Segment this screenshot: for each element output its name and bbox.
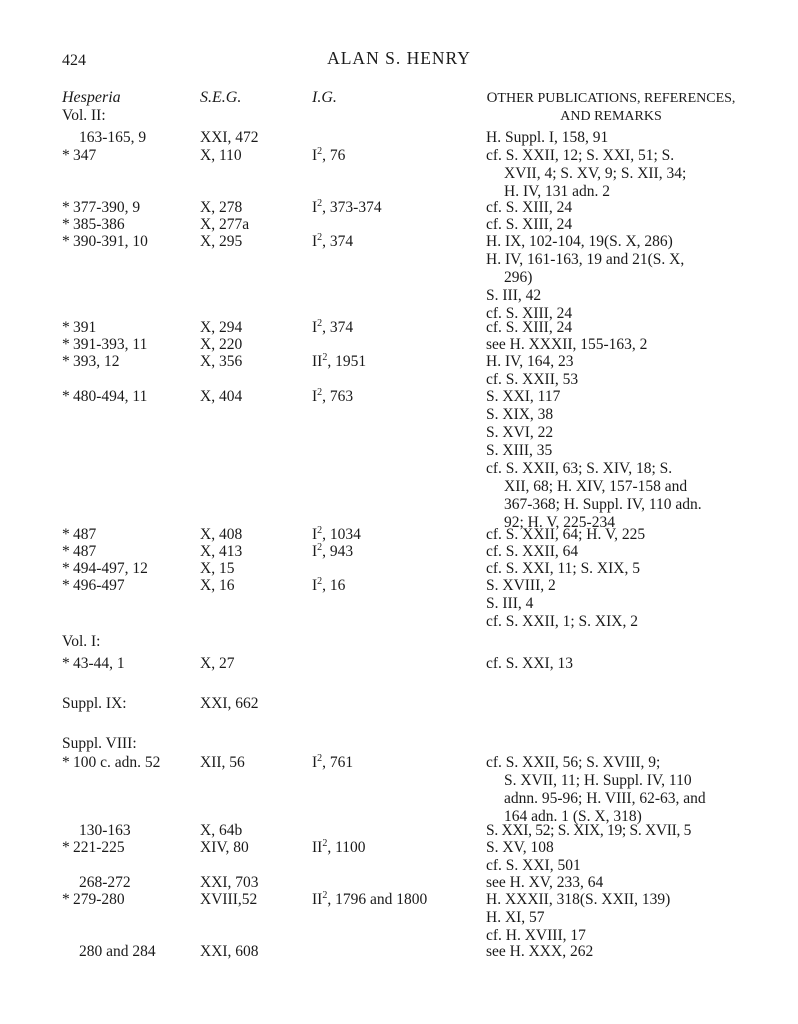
group-label-suppl-9: Suppl. IX: (62, 695, 127, 712)
hesperia-ref: 494-497, 12 (73, 560, 148, 577)
star-marker: * (62, 655, 70, 672)
seg-cell: X, 413 (200, 543, 243, 560)
ref-line: S. XIII, 35 (486, 442, 553, 459)
star-marker: * (62, 319, 70, 336)
ig-edition: 2 (322, 352, 328, 363)
ref-line: 92; H. V, 225-234 (504, 514, 615, 531)
star-marker: * (62, 543, 70, 560)
ref-line: cf. S. XXI, 13 (486, 655, 573, 672)
ref-line: XII, 68; H. XIV, 157-158 and (504, 478, 688, 495)
ref-line: cf. S. XXII, 64 (486, 543, 579, 560)
ig-series: I (312, 388, 318, 405)
ig-series: I (312, 233, 318, 250)
group-label-vol-2: Vol. II: (62, 107, 106, 124)
ig-edition: 2 (317, 753, 323, 764)
refs-cell (486, 336, 736, 354)
ref-line: see H. XV, 233, 64 (486, 874, 604, 891)
ref-line: cf. S. XXII, 1; S. XIX, 2 (486, 613, 638, 630)
seg-cell: X, 278 (200, 199, 243, 216)
ig-edition: 2 (317, 198, 323, 209)
star-marker: * (62, 891, 70, 908)
ref-line: S. XVI, 22 (486, 424, 554, 441)
refs-cell (486, 353, 736, 389)
hesperia-cell (62, 560, 148, 578)
ig-series: II (312, 891, 323, 908)
ref-line: cf. S. XXII, 64; H. V, 225 (486, 526, 646, 543)
ref-line: see H. XXX, 262 (486, 943, 594, 960)
star-marker: * (62, 577, 70, 594)
column-head-other-line2: AND REMARKS (560, 109, 662, 124)
ig-series: I (312, 319, 318, 336)
hesperia-cell (62, 655, 125, 673)
ig-cell (312, 754, 353, 772)
hesperia-cell (62, 754, 160, 772)
refs-cell (486, 129, 736, 147)
ig-series: I (312, 543, 318, 560)
ig-cell (312, 233, 353, 251)
page-number: 424 (62, 52, 86, 69)
ig-number: , 763 (322, 388, 354, 405)
seg-cell: X, 294 (200, 319, 243, 336)
ig-cell (312, 147, 345, 165)
hesperia-ref: 377-390, 9 (73, 199, 141, 216)
ref-line: S. III, 42 (486, 287, 542, 304)
running-title: ALAN S. HENRY (327, 48, 471, 68)
ref-line: cf. H. XVIII, 17 (486, 927, 586, 944)
ref-line: S. XIX, 38 (486, 406, 554, 423)
star-marker: * (62, 336, 70, 353)
ig-series: I (312, 147, 318, 164)
hesperia-ref: 480-494, 11 (73, 388, 148, 405)
hesperia-cell (62, 199, 140, 217)
refs-cell (486, 199, 736, 217)
column-head-other-line1: THER PUBLICATIONS, REFERENCES, (497, 91, 736, 106)
seg-cell: XXI, 472 (200, 129, 259, 146)
ig-edition: 2 (317, 387, 323, 398)
hesperia-cell (62, 336, 147, 354)
seg-cell: XIV, 80 (200, 839, 249, 856)
hesperia-cell (62, 543, 96, 561)
hesperia-cell (62, 216, 125, 234)
hesperia-ref: 279-280 (73, 891, 125, 908)
ref-line: H. Suppl. I, 158, 91 (486, 129, 609, 146)
seg-cell: XXI, 703 (200, 874, 259, 891)
ig-number: , 1951 (327, 353, 367, 370)
ref-line: cf. S. XXI, 501 (486, 857, 581, 874)
ref-line: H. IV, 164, 23 (486, 353, 574, 370)
refs-cell (486, 147, 736, 201)
seg-cell: XII, 56 (200, 754, 245, 771)
refs-cell (486, 577, 736, 631)
ig-number: , 943 (322, 543, 354, 560)
hesperia-ref: 100 c. adn. 52 (73, 754, 161, 771)
ig-edition: 2 (317, 232, 323, 243)
ig-cell (312, 839, 366, 857)
ref-line: S. XXI, 117 (486, 388, 561, 405)
refs-cell (486, 754, 736, 826)
seg-cell: X, 295 (200, 233, 243, 250)
ig-series: I (312, 526, 318, 543)
hesperia-ref: 393, 12 (73, 353, 120, 370)
star-marker: * (62, 233, 70, 250)
refs-cell (486, 233, 736, 323)
ig-series: I (312, 199, 318, 216)
hesperia-ref: 391 (73, 319, 97, 336)
hesperia-ref: 487 (73, 543, 97, 560)
hesperia-ref: 496-497 (73, 577, 125, 594)
group-label-vol-1: Vol. I: (62, 633, 101, 650)
ig-edition: 2 (317, 576, 323, 587)
ig-number: , 76 (322, 147, 346, 164)
ref-line: H. XI, 57 (486, 909, 545, 926)
ig-number: , 373-374 (322, 199, 382, 216)
refs-cell (486, 943, 736, 961)
ref-line: see H. XXXII, 155-163, 2 (486, 336, 648, 353)
ig-cell (312, 891, 427, 909)
ref-line: 164 adn. 1 (S. X, 318) (504, 808, 642, 825)
ig-cell (312, 543, 353, 561)
column-head-other-initial: O (486, 90, 498, 106)
hesperia-cell (62, 526, 96, 544)
hesperia-cell (62, 891, 125, 909)
seg-cell: X, 220 (200, 336, 243, 353)
star-marker: * (62, 526, 70, 543)
ig-series: II (312, 353, 323, 370)
ref-line: H. IX, 102-104, 19(S. X, 286) (486, 233, 673, 250)
ig-number: , 1034 (322, 526, 361, 543)
refs-cell (486, 822, 736, 840)
ig-number: , 1796 and 1800 (327, 891, 428, 908)
hesperia-cell (62, 839, 125, 857)
seg-cell: X, 110 (200, 147, 242, 164)
ig-number: , 1100 (327, 839, 366, 856)
hesperia-cell: 130-163 (79, 822, 131, 839)
seg-cell: XXI, 662 (200, 695, 259, 712)
star-marker: * (62, 388, 70, 405)
ref-line: S. III, 4 (486, 595, 534, 612)
ref-line: S. XXI, 52; S. XIX, 19; S. XVII, 5 (486, 822, 692, 839)
hesperia-ref: 391-393, 11 (73, 336, 148, 353)
ig-series: I (312, 754, 318, 771)
star-marker: * (62, 754, 70, 771)
group-label-suppl-8: Suppl. VIII: (62, 735, 137, 752)
refs-cell (486, 874, 736, 892)
ref-line: XVII, 4; S. XV, 9; S. XII, 34; (504, 165, 687, 182)
seg-cell: X, 16 (200, 577, 235, 594)
refs-cell (486, 839, 736, 875)
hesperia-ref: 347 (73, 147, 97, 164)
seg-cell: X, 404 (200, 388, 243, 405)
hesperia-cell: 163-165, 9 (79, 129, 147, 146)
seg-cell: XVIII,52 (200, 891, 258, 908)
hesperia-ref: 221-225 (73, 839, 125, 856)
star-marker: * (62, 199, 70, 216)
ref-line: S. XVIII, 2 (486, 577, 556, 594)
ref-line: adnn. 95-96; H. VIII, 62-63, and (504, 790, 706, 807)
hesperia-ref: 385-386 (73, 216, 125, 233)
ig-number: , 374 (322, 319, 354, 336)
star-marker: * (62, 353, 70, 370)
hesperia-cell (62, 388, 147, 406)
column-head-hesperia: Hesperia (62, 89, 121, 106)
ig-edition: 2 (322, 838, 328, 849)
hesperia-cell: 280 and 284 (79, 943, 156, 960)
refs-cell (486, 319, 736, 337)
ig-edition: 2 (317, 146, 323, 157)
ref-line: H. XXXII, 318(S. XXII, 139) (486, 891, 671, 908)
refs-cell (486, 891, 736, 945)
star-marker: * (62, 839, 70, 856)
hesperia-cell (62, 147, 96, 165)
ref-line: H. IV, 161-163, 19 and 21(S. X, (486, 251, 685, 268)
ref-line: cf. S. XIII, 24 (486, 319, 573, 336)
ig-edition: 2 (317, 318, 323, 329)
ref-line: cf. S. XIII, 24 (486, 216, 573, 233)
ref-line: 296) (504, 269, 533, 286)
ig-edition: 2 (317, 525, 323, 536)
column-head-other (486, 89, 736, 126)
refs-cell (486, 655, 736, 673)
ig-cell (312, 353, 366, 371)
seg-cell: X, 408 (200, 526, 243, 543)
seg-cell: X, 64b (200, 822, 243, 839)
ref-line: cf. S. XIII, 24 (486, 199, 573, 216)
ig-edition: 2 (322, 890, 328, 901)
ref-line: cf. S. XXII, 56; S. XVIII, 9; (486, 754, 661, 771)
star-marker: * (62, 560, 70, 577)
ref-line: cf. S. XXI, 11; S. XIX, 5 (486, 560, 640, 577)
ref-line: S. XV, 108 (486, 839, 554, 856)
seg-cell: X, 27 (200, 655, 235, 672)
column-head-ig: I.G. (312, 89, 337, 106)
ref-line: cf. S. XXII, 63; S. XIV, 18; S. (486, 460, 673, 477)
ref-line: 367-368; H. Suppl. IV, 110 adn. (504, 496, 702, 513)
ig-cell (312, 577, 345, 595)
ig-cell (312, 199, 382, 217)
refs-cell (486, 388, 736, 532)
ig-edition: 2 (317, 542, 323, 553)
ig-series: II (312, 839, 323, 856)
ig-number: , 16 (322, 577, 346, 594)
ig-number: , 761 (322, 754, 354, 771)
hesperia-cell (62, 233, 148, 251)
hesperia-ref: 390-391, 10 (73, 233, 148, 250)
star-marker: * (62, 147, 70, 164)
hesperia-cell (62, 577, 125, 595)
seg-cell: X, 356 (200, 353, 243, 370)
seg-cell: X, 15 (200, 560, 235, 577)
refs-cell (486, 560, 736, 578)
ig-cell (312, 319, 353, 337)
refs-cell (486, 543, 736, 561)
refs-cell (486, 216, 736, 234)
hesperia-cell (62, 353, 120, 371)
hesperia-cell: 268-272 (79, 874, 131, 891)
ref-line: cf. S. XXII, 12; S. XXI, 51; S. (486, 147, 675, 164)
column-head-seg: S.E.G. (200, 89, 242, 106)
ig-number: , 374 (322, 233, 354, 250)
seg-cell: XXI, 608 (200, 943, 259, 960)
seg-cell: X, 277a (200, 216, 250, 233)
refs-cell (486, 526, 736, 544)
ig-series: I (312, 577, 318, 594)
hesperia-ref: 487 (73, 526, 97, 543)
hesperia-cell (62, 319, 96, 337)
ref-line: H. IV, 131 adn. 2 (504, 183, 611, 200)
star-marker: * (62, 216, 70, 233)
ig-cell (312, 388, 353, 406)
ref-line: cf. S. XXII, 53 (486, 371, 579, 388)
hesperia-ref: 43-44, 1 (73, 655, 125, 672)
ref-line: S. XVII, 11; H. Suppl. IV, 110 (504, 772, 692, 789)
ref-line: cf. S. XIII, 24 (486, 305, 573, 322)
